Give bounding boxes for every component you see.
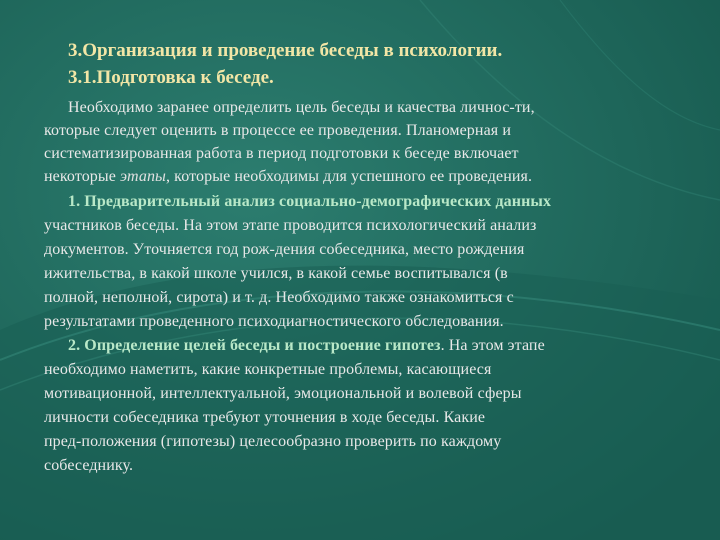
paragraph-line <box>44 384 522 404</box>
text-run: , которые необходимы для успешного ее проведения. <box>165 168 533 185</box>
highlighted-term: 1. Предварительный анализ социально-демографических данных <box>68 193 552 210</box>
paragraph-line <box>68 98 535 118</box>
paragraph-line <box>44 216 536 236</box>
paragraph-line <box>44 360 491 380</box>
text-run: участников беседы. На этом этапе проводится психологический анализ <box>44 217 537 234</box>
text-run: которые следует оценить в процессе ее проведения. Планомерная и <box>44 122 511 139</box>
paragraph-line <box>44 456 133 476</box>
step-2-heading <box>68 336 545 356</box>
paragraph-line <box>44 240 524 260</box>
text-run: пред-положения (гипотезы) целесообразно проверить по каждому <box>44 433 502 450</box>
italic-term: этапы <box>120 168 166 185</box>
text-run: мотивационной, интеллектуальной, эмоциональной и волевой сферы <box>44 385 522 402</box>
highlighted-term: 2. Определение целей беседы и построение гипотез <box>68 337 441 354</box>
text-run: некоторые <box>44 168 121 185</box>
text-run: личности собеседника требуют уточнения в ходе беседы. Какие <box>44 409 486 426</box>
slide-subtitle: 3.1.Подготовка к беседе. <box>68 67 274 88</box>
text-run: документов. Уточняется год рож-дения собеседника, место рождения <box>44 241 525 258</box>
paragraph-line <box>44 432 501 452</box>
paragraph-line <box>44 121 511 141</box>
slide-title: 3.Организация и проведение беседы в психологии. <box>68 40 503 61</box>
text-run: необходимо наметить, какие конкретные проблемы, касающиеся <box>44 361 492 378</box>
text-run: результатами проведенного психодиагностического обследования. <box>44 313 504 330</box>
paragraph-line <box>44 264 508 284</box>
paragraph-line <box>44 408 485 428</box>
text-run: . На этом этапе <box>440 337 545 354</box>
paragraph-line <box>44 167 532 187</box>
text-run: систематизированная работа в период подготовки к беседе включает <box>44 145 519 162</box>
text-run: собеседнику. <box>44 457 134 474</box>
paragraph-line <box>44 312 504 332</box>
paragraph-line <box>44 288 514 308</box>
text-run: ижительства, в какой школе учился, в какой семье воспитывался (в <box>44 265 508 282</box>
text-run: полной, неполной, сирота) и т. д. Необходимо также ознакомиться с <box>44 289 514 306</box>
step-1-heading <box>68 192 551 212</box>
paragraph-line <box>44 144 519 164</box>
text-run: Необходимо заранее определить цель беседы и качества личнос-ти, <box>68 99 535 116</box>
